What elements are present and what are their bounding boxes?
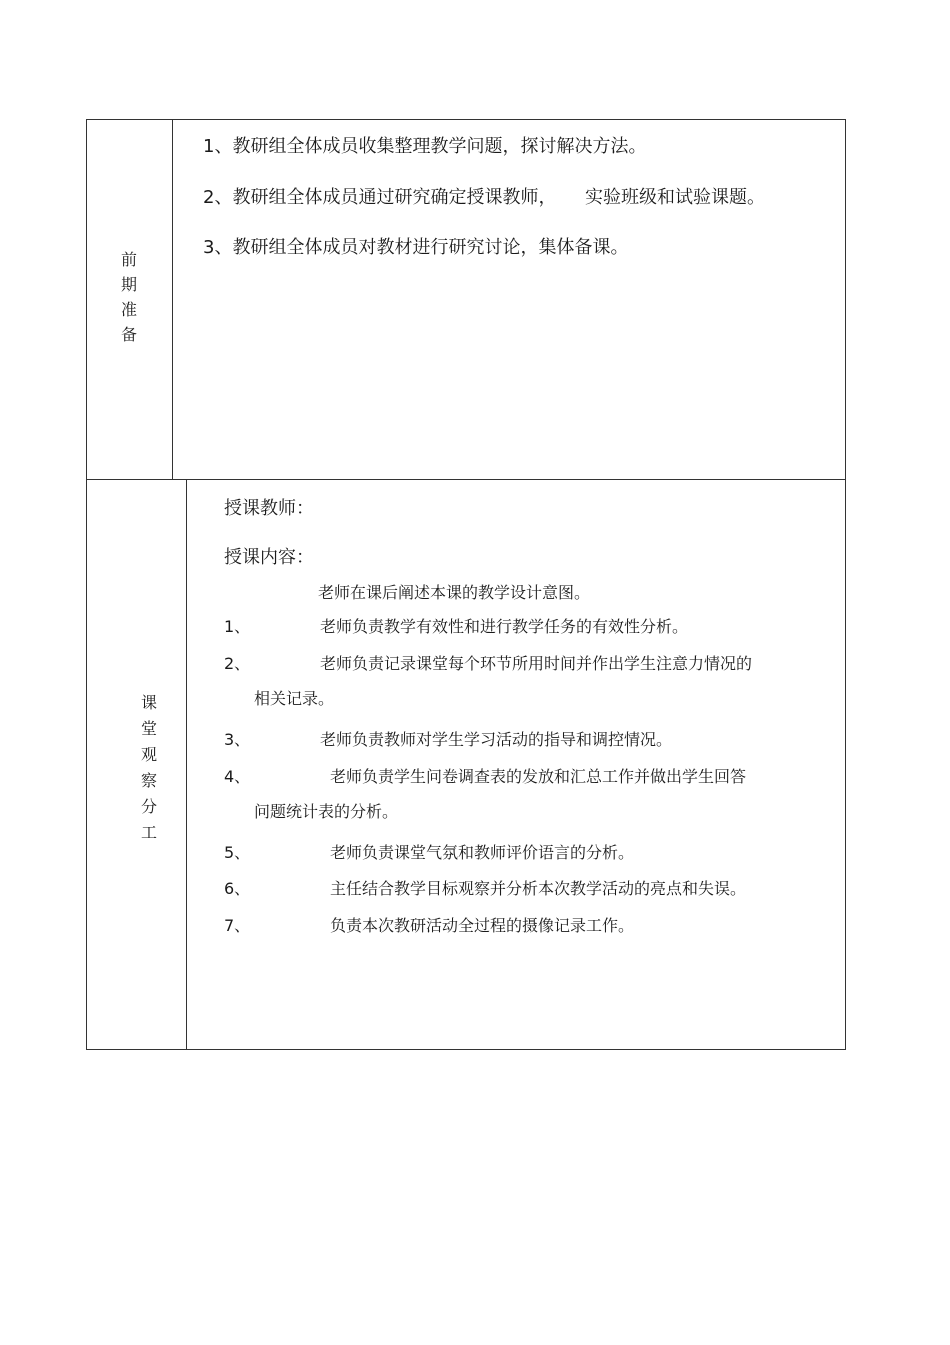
observation-section-divider [186,479,187,1050]
observation-item: 老师负责教学有效性和进行教学任务的有效性分析。 [320,617,689,636]
prep-label-char: 前 [120,250,137,269]
observation-label-char: 课 [140,693,157,712]
observation-item: 老师负责学生问卷调查表的发放和汇总工作并做出学生回答 [330,767,747,786]
observation-label-char: 工 [140,823,157,842]
prep-label-char: 备 [120,325,137,344]
prep-item-3: 3、教研组全体成员对教材进行研究讨论，集体备课。 [203,237,629,258]
item-number: 3、 [224,730,251,749]
prep-section-divider [172,119,173,480]
item-number: 4、 [224,767,251,786]
item-number: 6、 [224,879,251,898]
observation-item: 老师负责教师对学生学习活动的指导和调控情况。 [320,730,673,749]
item-number: 2、 [224,654,251,673]
observation-item-continued: 相关记录。 [254,689,335,708]
item-number: 1、 [224,617,251,636]
observation-item: 主任结合教学目标观察并分析本次教学活动的亮点和失误。 [330,879,747,898]
observation-label-char: 察 [140,771,157,790]
item-number: 5、 [224,843,251,862]
teacher-label: 授课教师： [224,498,314,519]
observation-label-char: 观 [140,745,157,764]
observation-section-label [138,690,160,846]
content-label: 授课内容： [224,547,314,568]
item-number: 7、 [224,916,251,935]
observation-label-char: 堂 [140,719,157,738]
prep-label-char: 期 [120,275,137,294]
observation-label-char: 分 [140,797,157,816]
observation-item: 老师负责课堂气氛和教师评价语言的分析。 [330,843,635,862]
prep-section-label [118,247,140,347]
intro-line: 老师在课后阐述本课的教学设计意图。 [318,583,591,602]
prep-item-1: 1、教研组全体成员收集整理教学问题，探讨解决方法。 [203,136,647,157]
prep-section-box [86,119,846,480]
observation-item: 负责本次教研活动全过程的摄像记录工作。 [330,916,635,935]
observation-item-continued: 问题统计表的分析。 [254,802,399,821]
prep-label-char: 准 [120,300,137,319]
prep-item-2: 2、教研组全体成员通过研究确定授课教师， 实验班级和试验课题。 [203,187,766,208]
observation-item: 老师负责记录课堂每个环节所用时间并作出学生注意力情况的 [320,654,753,673]
